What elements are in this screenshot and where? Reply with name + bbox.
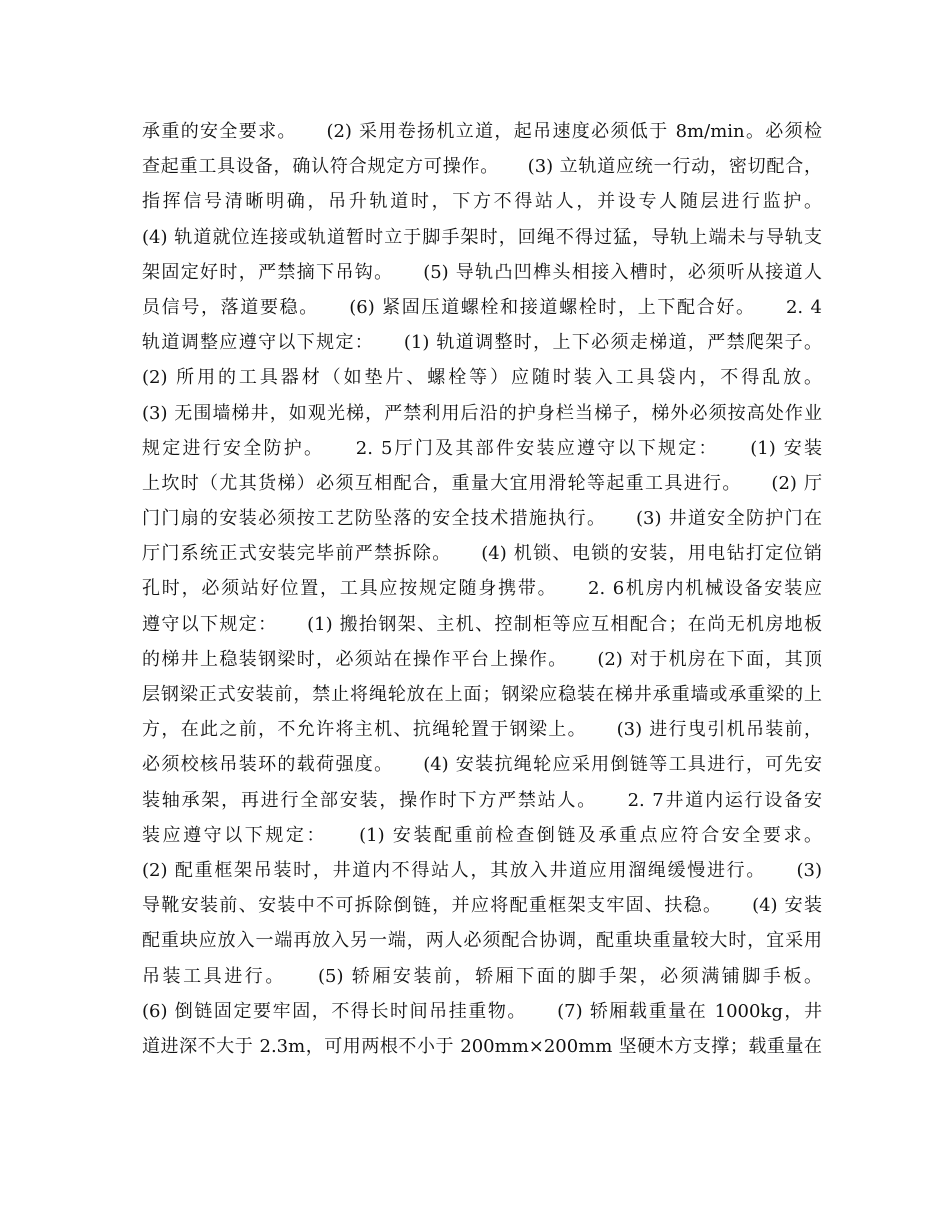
text-line: 道进深不大于 2.3m，可用两根不小于 200mm×200mm 坚硬木方支撑；载重量在 bbox=[142, 1035, 822, 1057]
text-line: (6) 倒链固定要牢固，不得长时间吊挂重物。 (7) 轿厢载重量在 1000kg，井 bbox=[142, 1000, 822, 1022]
text-line: 装应遵守以下规定： (1) 安装配重前检查倒链及承重点应符合安全要求。 bbox=[142, 824, 822, 846]
text-line: 层钢梁正式安装前，禁止将绳轮放在上面；钢梁应稳装在梯井承重墙或承重梁的上 bbox=[142, 684, 822, 705]
text-line: 门门扇的安装必须按工艺防坠落的安全技术措施执行。 (3) 井道安全防护门在 bbox=[142, 508, 822, 530]
text-line: 的梯井上稳装钢梁时，必须站在操作平台上操作。 (2) 对于机房在下面，其顶 bbox=[142, 648, 822, 670]
text-line: 查起重工具设备，确认符合规定方可操作。 (3) 立轨道应统一行动，密切配合， bbox=[142, 156, 822, 178]
text-line: 孔时，必须站好位置，工具应按规定随身携带。 2. 6机房内机械设备安装应 bbox=[142, 578, 822, 600]
text-line: 承重的安全要求。 (2) 采用卷扬机立道，起吊速度必须低于 8m/min。必须检 bbox=[142, 121, 822, 142]
text-line: 方，在此之前，不允许将主机、抗绳轮置于钢梁上。 (3) 进行曳引机吊装前， bbox=[142, 719, 822, 741]
text-line: 导靴安装前、安装中不可拆除倒链，并应将配重框架支牢固、扶稳。 (4) 安装 bbox=[142, 895, 822, 917]
text-line: (3) 无围墙梯井，如观光梯，严禁利用后沿的护身栏当梯子，梯外必须按高处作业 bbox=[142, 402, 822, 424]
text-line: 轨道调整应遵守以下规定： (1) 轨道调整时，上下必须走梯道，严禁爬架子。 bbox=[142, 332, 822, 354]
text-line: 吊装工具进行。 (5) 轿厢安装前，轿厢下面的脚手架，必须满铺脚手板。 bbox=[142, 965, 822, 987]
body-text bbox=[142, 114, 822, 1064]
text-line: 规定进行安全防护。 2. 5厅门及其部件安装应遵守以下规定： (1) 安装 bbox=[142, 437, 822, 459]
text-line: (2) 配重框架吊装时，井道内不得站人，其放入井道应用溜绳缓慢进行。 (3) bbox=[142, 859, 822, 881]
text-line: 装轴承架，再进行全部安装，操作时下方严禁站人。 2. 7井道内运行设备安 bbox=[142, 789, 822, 811]
text-line: 必须校核吊装环的载荷强度。 (4) 安装抗绳轮应采用倒链等工具进行，可先安 bbox=[142, 754, 822, 776]
text-line: (2) 所用的工具器材（如垫片、螺栓等）应随时装入工具袋内，不得乱放。 bbox=[142, 367, 822, 389]
text-line: (4) 轨道就位连接或轨道暂时立于脚手架时，回绳不得过猛，导轨上端未与导轨支 bbox=[142, 226, 822, 248]
text-line: 遵守以下规定： (1) 搬抬钢架、主机、控制柜等应互相配合；在尚无机房地板 bbox=[142, 613, 822, 635]
text-line: 架固定好时，严禁摘下吊钩。 (5) 导轨凸凹榫头相接入槽时，必须听从接道人 bbox=[142, 261, 822, 283]
text-line: 配重块应放入一端再放入另一端，两人必须配合协调，配重块重量较大时，宜采用 bbox=[142, 930, 822, 952]
text-line: 上坎时（尤其货梯）必须互相配合，重量大宜用滑轮等起重工具进行。 (2) 厅 bbox=[142, 472, 822, 494]
text-line: 员信号，落道要稳。 (6) 紧固压道螺栓和接道螺栓时，上下配合好。 2. 4 bbox=[142, 296, 822, 318]
text-line: 指挥信号清晰明确，吊升轨道时，下方不得站人，并设专人随层进行监护。 bbox=[142, 191, 822, 213]
text-line: 厅门系统正式安装完毕前严禁拆除。 (4) 机锁、电锁的安装，用电钻打定位销 bbox=[142, 543, 822, 565]
